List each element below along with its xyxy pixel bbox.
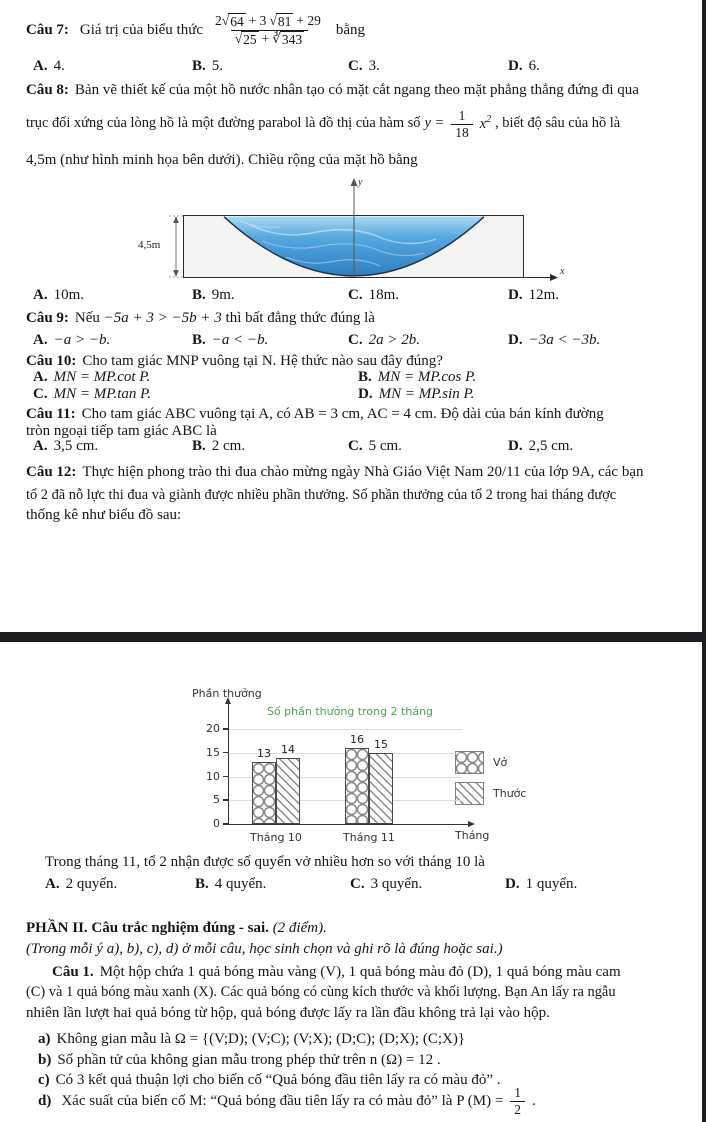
question-label: Câu 9: — [26, 310, 69, 326]
option-d — [508, 287, 559, 304]
option-key: A. — [33, 438, 48, 454]
bar-chart — [0, 683, 706, 848]
question-8-line1 — [26, 81, 639, 99]
option-text: 1 quyển. — [525, 876, 578, 892]
q9-options — [0, 332, 706, 352]
legend-swatch-circles — [455, 751, 484, 774]
option-d — [508, 58, 540, 75]
option-a — [33, 438, 98, 455]
question-12-line3: thống kê như biểu đồ sau: — [26, 507, 182, 523]
option-c — [348, 438, 402, 455]
question-label: Câu 7: — [26, 22, 69, 38]
bar-value-label: 15 — [374, 737, 388, 751]
math-text: + 3 — [248, 13, 267, 29]
depth-label: 4,5m — [138, 239, 161, 251]
statement-key: a) — [38, 1031, 51, 1047]
radicand: 64 — [230, 14, 244, 30]
legend-swatch-diagonal — [455, 782, 484, 805]
math-text: + 29 — [296, 13, 321, 29]
part2-heading-tail: (2 điểm). — [272, 920, 327, 936]
option-text: 9m. — [211, 287, 235, 303]
option-key: A. — [33, 287, 48, 303]
statement-text: Có 3 kết quả thuận lợi cho biến cố “Quả bóng đầu tiên lấy ra có màu đỏ” . — [55, 1072, 501, 1088]
page-edge-strip — [702, 0, 706, 1122]
option-b — [192, 332, 268, 349]
question-text: thì bất đẳng thức đúng là — [225, 310, 375, 326]
question-text: bằng — [335, 22, 366, 38]
question-text: Cho tam giác ABC vuông tại A, có AB = 3 cm, AC = 4 cm. Độ dài của bán kính đường — [81, 406, 604, 422]
question-text: Một hộp chứa 1 quả bóng màu vàng (V), 1 quả bóng màu đỏ (D), 1 quả bóng màu cam — [99, 964, 621, 980]
option-key: C. — [348, 58, 363, 74]
question-12b: Trong tháng 11, tổ 2 nhận được số quyển vở nhiều hơn so với tháng 10 là — [45, 854, 485, 870]
option-b — [358, 369, 476, 386]
option-c — [348, 287, 399, 304]
option-key: C. — [348, 438, 363, 454]
option-key: C. — [348, 287, 363, 303]
statement-key: b) — [38, 1052, 52, 1068]
bar-value-label: 13 — [257, 747, 271, 761]
question-text: Bản vẽ thiết kế của một hồ nước nhân tạo có mặt cắt ngang theo mặt phẳng thẳng đứng đi qua — [74, 82, 639, 98]
option-b — [195, 876, 266, 893]
question-7 — [26, 8, 365, 52]
bar — [345, 748, 369, 824]
math-text: $x^2$ — [479, 114, 492, 133]
option-text: 18m. — [368, 287, 400, 303]
statement-text: Không gian mẫu là Ω = {(V;D); (V;C); (V;X); (D;C); (D;X); (C;X)} — [56, 1031, 466, 1047]
fraction-numerator: 1 — [458, 108, 466, 124]
fraction-denominator: 2 — [510, 1101, 525, 1117]
option-key: B. — [192, 58, 206, 74]
statement-b — [38, 1051, 441, 1069]
math-text: y = — [424, 115, 445, 132]
option-text: −3a < −3b. — [528, 332, 601, 348]
option-a — [45, 876, 117, 893]
option-key: D. — [508, 332, 523, 348]
chart-y-axis-title: Phần thưởng — [192, 687, 262, 700]
option-key: D. — [508, 438, 523, 454]
y-axis-arrow — [225, 697, 231, 704]
option-text: 4. — [53, 58, 65, 74]
option-key: C. — [348, 332, 363, 348]
question-label: Câu 11: — [26, 406, 76, 422]
y-axis-line — [228, 703, 229, 824]
option-a — [33, 58, 65, 75]
option-key: C. — [350, 876, 365, 892]
option-key: A. — [33, 58, 48, 74]
question-label: Câu 8: — [26, 82, 69, 98]
part2-note: (Trong mỗi ý a), b), c), d) ở mỗi câu, học sinh chọn và ghi rõ là đúng hoặc sai.) — [26, 941, 503, 957]
radical — [235, 31, 259, 47]
part2-cau1-line1 — [52, 963, 621, 981]
statement-a — [38, 1030, 465, 1048]
q8-options — [0, 287, 706, 307]
bar-value-label: 16 — [350, 733, 364, 746]
option-text: 2a > 2b. — [368, 332, 420, 348]
lake-figure — [0, 175, 706, 303]
statement-key: d) — [38, 1093, 52, 1109]
question-text: Cho tam giác MNP vuông tại N. Hệ thức nào sau đây đúng? — [82, 353, 443, 369]
option-text: MN = MP.sin P. — [378, 386, 475, 402]
radical-sign: √ — [269, 13, 277, 29]
option-text: 3 quyển. — [370, 876, 423, 892]
radical-sign: ∛ — [272, 30, 281, 46]
radicand: 25 — [243, 31, 257, 47]
option-text: 12m. — [528, 287, 560, 303]
question-text: trục đối xứng của lòng hồ là một đường parabol là đồ thị của hàm số — [26, 115, 421, 132]
legend-item — [455, 782, 526, 805]
option-text: 3. — [368, 58, 380, 74]
option-key: D. — [508, 58, 523, 74]
statement-text: Số phần tử của không gian mẫu trong phép thử trên n (Ω) = 12 . — [57, 1052, 441, 1068]
part2-cau1-line3: nhiên lần lượt hai quả bóng từ hộp, quả bóng được lấy ra lần đầu không trả lại vào hộp. — [26, 1005, 550, 1021]
x-axis-line — [228, 824, 468, 825]
option-d — [505, 876, 577, 893]
option-text: MN = MP.cot P. — [53, 369, 151, 385]
option-text: −a < −b. — [211, 332, 269, 348]
radical — [222, 13, 246, 29]
option-key: D. — [508, 287, 523, 303]
statement-d — [38, 1085, 536, 1117]
option-text: 2 quyển. — [65, 876, 118, 892]
statement-text: Xác suất của biến cố M: “Quả bóng đầu tiên lấy ra có màu đỏ” là P (M) = — [61, 1093, 504, 1109]
option-d — [508, 438, 573, 455]
x-category-label: Tháng 10 — [250, 831, 302, 844]
question-11-line2: tròn ngoại tiếp tam giác ABC là — [26, 423, 217, 439]
option-c — [350, 876, 422, 893]
option-text: 2,5 cm. — [528, 438, 574, 454]
q10-options-row2 — [0, 386, 706, 406]
option-text: 2 cm. — [211, 438, 246, 454]
question-label: Câu 12: — [26, 464, 77, 480]
grid-line — [228, 729, 462, 730]
bar — [276, 758, 300, 825]
fraction-denominator: 18 — [451, 124, 473, 140]
question-12-line2: tổ 2 đã nỗ lực thi đua và giành được nhiều phần thưởng. Số phần thưởng của tổ 2 trong hai tháng được — [26, 487, 617, 503]
math-fraction — [451, 108, 473, 139]
option-text: 5 cm. — [368, 438, 402, 454]
option-key: B. — [192, 332, 206, 348]
x-category-label: Tháng 11 — [343, 831, 395, 844]
x-axis-arrow — [468, 821, 475, 827]
option-b — [192, 58, 223, 75]
radical — [269, 13, 293, 29]
question-8-line2 — [26, 103, 620, 145]
option-a — [33, 332, 110, 349]
option-text: 6. — [528, 58, 540, 74]
statement-key: c) — [38, 1072, 50, 1088]
legend-label: Thước — [493, 787, 527, 800]
radical-sign: √ — [234, 30, 243, 46]
chart-x-axis-title: Tháng — [455, 829, 490, 842]
option-text: 10m. — [53, 287, 85, 303]
option-c — [33, 386, 151, 403]
option-key: D. — [505, 876, 520, 892]
option-key: A. — [45, 876, 60, 892]
math-text: 2 — [215, 13, 222, 29]
q7-options — [0, 58, 706, 78]
option-text: MN = MP.cos P. — [377, 369, 477, 385]
question-12-line1 — [26, 463, 643, 481]
option-key: D. — [358, 386, 373, 402]
option-key: C. — [33, 386, 48, 402]
question-text: , biết độ sâu của hồ là — [495, 115, 621, 132]
question-9 — [26, 309, 375, 327]
question-text: Giá trị của biểu thức — [79, 22, 204, 38]
y-tick-label: 0 — [213, 817, 220, 830]
fraction-numerator — [211, 13, 328, 29]
option-b — [192, 287, 235, 304]
x-axis-label: x — [560, 266, 565, 277]
bar-value-label: 14 — [281, 742, 295, 756]
radicand: 81 — [277, 14, 292, 30]
option-a — [33, 369, 150, 386]
part2-cau1-line2: (C) và 1 quả bóng màu xanh (X). Các quả bóng có cùng kích thước và khối lượng. Bạn An lấy ra ngẫu — [26, 984, 616, 1000]
y-tick-label: 10 — [206, 769, 220, 783]
radical — [272, 31, 304, 47]
lake-figure-drawing — [0, 175, 706, 303]
option-key: B. — [192, 438, 206, 454]
math-text: + — [261, 30, 270, 46]
question-label: Câu 10: — [26, 353, 77, 369]
radical-sign: √ — [221, 13, 230, 29]
option-key: A. — [33, 369, 48, 385]
question-11-line1 — [26, 405, 604, 423]
option-c — [348, 332, 420, 349]
y-tick-label: 20 — [206, 722, 220, 735]
y-axis-label: y — [358, 177, 363, 188]
question-text: Thực hiện phong trào thi đua chào mừng ngày Nhà Giáo Việt Nam 20/11 của lớp 9A, các bạn — [82, 464, 644, 480]
origin-label: O — [357, 266, 363, 275]
option-key: B. — [192, 287, 206, 303]
y-tick-label: 15 — [206, 745, 220, 759]
option-b — [192, 438, 245, 455]
option-a — [33, 287, 84, 304]
radicand: 343 — [281, 31, 303, 47]
option-text: 5. — [211, 58, 224, 74]
part2-heading-main: PHẦN II. Câu trắc nghiệm đúng - sai. — [26, 920, 269, 936]
fraction-numerator: 1 — [514, 1085, 522, 1101]
option-text: MN = MP.tan P. — [53, 386, 152, 402]
option-text: −a > −b. — [53, 332, 111, 348]
q11-options — [0, 438, 706, 458]
option-key: B. — [195, 876, 209, 892]
bar — [369, 753, 393, 824]
option-key: B. — [358, 369, 372, 385]
option-c — [348, 58, 380, 75]
math-text: −5a + 3 > −5b + 3 — [103, 310, 222, 326]
chart-title: Số phần thưởng trong 2 tháng — [266, 705, 434, 718]
option-d — [508, 332, 600, 349]
option-key: A. — [33, 332, 48, 348]
section-divider — [0, 632, 706, 642]
question-text: Nếu — [74, 310, 100, 326]
legend-item — [455, 751, 526, 774]
option-text: 4 quyển. — [214, 876, 267, 892]
question-10 — [26, 352, 443, 370]
question-label: Câu 1. — [52, 964, 94, 980]
math-fraction — [510, 1085, 525, 1116]
y-tick-label: 5 — [213, 793, 220, 807]
chart-legend — [455, 751, 526, 813]
question-8-line3: 4,5m (như hình minh họa bên dưới). Chiều rộng của mặt hồ bằng — [26, 152, 418, 168]
statement-text: . — [532, 1093, 536, 1109]
option-text: 3,5 cm. — [53, 438, 99, 454]
fraction-denominator — [231, 30, 308, 47]
legend-label: Vở — [493, 756, 508, 769]
option-d — [358, 386, 474, 403]
bar — [252, 762, 276, 824]
math-fraction — [211, 13, 328, 46]
q12b-options — [0, 876, 706, 896]
part2-heading — [26, 919, 327, 937]
